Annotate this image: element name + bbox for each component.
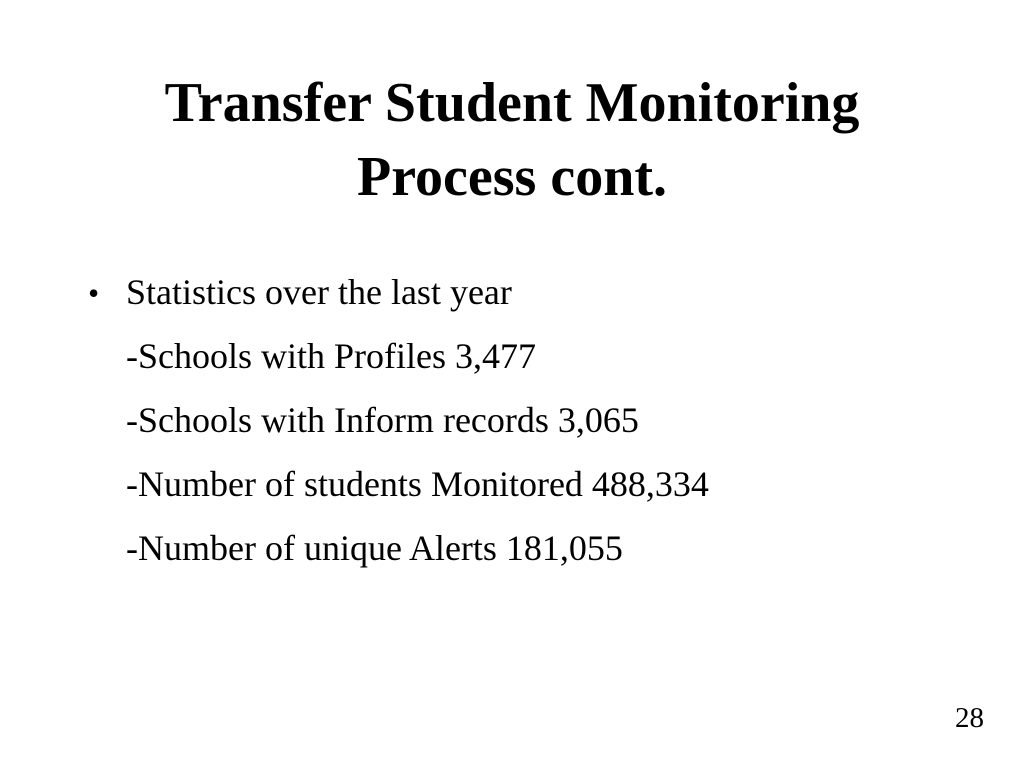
bullet-item xyxy=(88,270,988,314)
slide-title-line-2: Process cont. xyxy=(357,146,667,208)
slide-number: 28 xyxy=(955,702,984,734)
statistic-item-students-monitored: -Number of students Monitored 488,334 xyxy=(126,464,709,504)
bullet-list xyxy=(88,270,988,570)
statistic-item-schools-profiles: -Schools with Profiles 3,477 xyxy=(126,336,536,376)
statistic-item-unique-alerts: -Number of unique Alerts 181,055 xyxy=(126,528,623,568)
slide-title xyxy=(0,66,1024,214)
bullet-text: Statistics over the last year xyxy=(126,272,512,312)
slide-title-line-1: Transfer Student Monitoring xyxy=(164,72,860,134)
statistic-item-schools-inform: -Schools with Inform records 3,065 xyxy=(126,400,639,440)
bullet-icon: • xyxy=(88,275,100,311)
